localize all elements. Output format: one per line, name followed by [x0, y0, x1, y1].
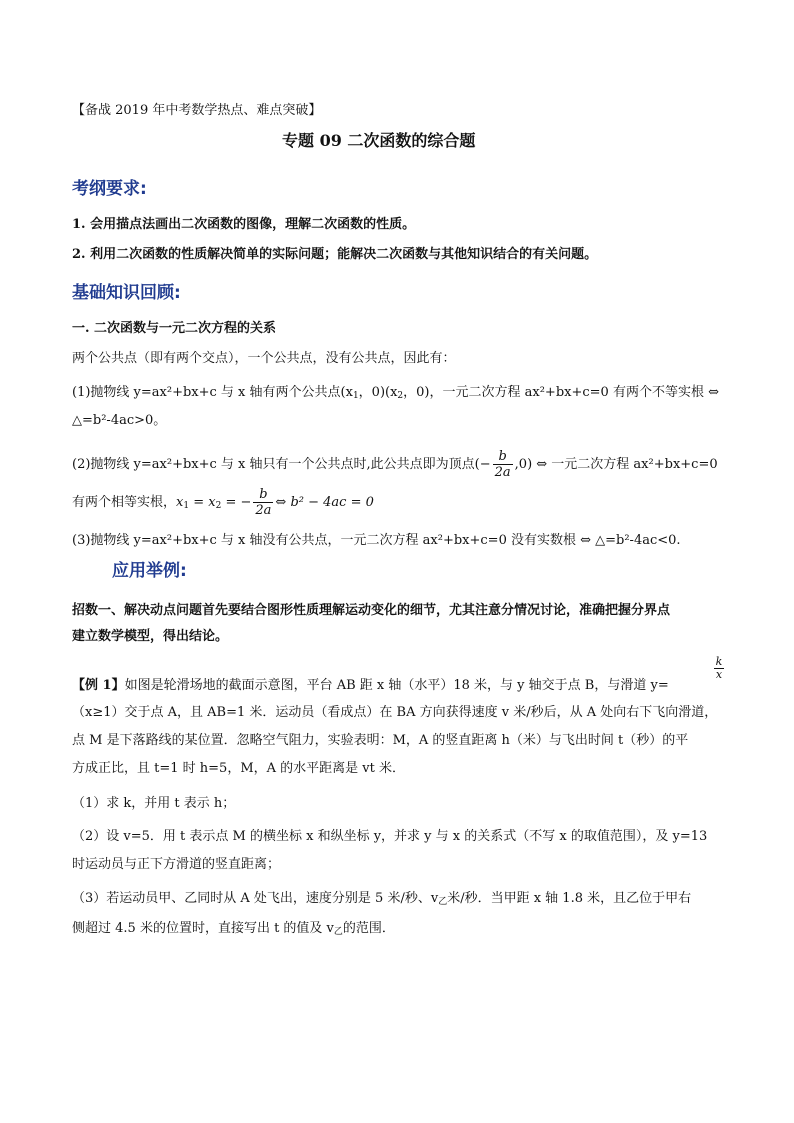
question-3-text-d: 的范围．	[342, 921, 395, 936]
formula-eq1: = x	[189, 495, 216, 510]
formula-x: x	[176, 495, 184, 510]
minus-sign: −	[479, 457, 491, 472]
case-2-line-2	[72, 486, 374, 523]
question-3-text-c: 侧超过 4.5 米的位置时，直接写出 t 的值及 v	[72, 921, 334, 936]
case-1-line-1	[72, 384, 719, 405]
series-tag: 【备战 2019 年中考数学热点、难点突破】	[72, 103, 322, 118]
fraction-numerator-2: b	[253, 487, 273, 503]
question-1: （1）求 k，并用 t 表示 h；	[72, 796, 236, 811]
section-heading-basics: 基础知识回顾:	[72, 283, 181, 303]
page-title: 专题 09 二次函数的综合题	[282, 131, 476, 150]
question-3-line-1	[72, 890, 691, 911]
subscript-yi-2: 乙	[333, 927, 343, 937]
subscript-2: 2	[397, 391, 404, 401]
fraction-numerator: b	[493, 449, 513, 465]
example-fraction-numerator: k	[715, 655, 723, 668]
question-3-text-a: （3）若运动员甲、乙同时从 A 处飞出，速度分别是 5 米/秒、v	[72, 891, 439, 906]
case-2-text-c: 有两个相等实根，	[72, 495, 177, 510]
question-3-line-2	[72, 920, 395, 941]
requirement-2: 2. 利用二次函数的性质解决简单的实际问题；能解决二次函数与其他知识结合的有关问题。	[72, 247, 598, 262]
requirement-1: 1. 会用描点法画出二次函数的图像，理解二次函数的性质。	[72, 217, 416, 232]
example-line-1	[72, 677, 669, 695]
question-2-line-2: 时运动员与正下方滑道的竖直距离；	[72, 857, 281, 872]
question-2-line-1: （2）设 v=5．用 t 表示点 M 的横坐标 x 和纵坐标 y，并求 y 与 x 的关系式（不写 x 的取值范围），及 y=13	[72, 829, 708, 844]
example-tag: 【例 1】	[72, 678, 125, 693]
case-2-text-a: (2)抛物线 y=ax²+bx+c 与 x 轴只有一个公共点时,此公共点即为顶点(	[72, 457, 480, 472]
root-fraction	[253, 487, 273, 518]
question-3-text-b: 米/秒．当甲距 x 轴 1.8 米，且乙位于甲右	[447, 891, 692, 906]
subheading-relation: 一. 二次函数与一元二次方程的关系	[72, 321, 277, 336]
case-3-line: (3)抛物线 y=ax²+bx+c 与 x 轴没有公共点，一元二次方程 ax²+bx+c=0 没有实数根 ⇔ △=b²-4ac<0.	[72, 533, 681, 548]
example-fraction-denominator: x	[715, 668, 723, 681]
trick-line-2: 建立数学模型，得出结论。	[72, 629, 229, 644]
example-line-3: 点 M 是下落路线的某位置．忽略空气阻力，实验表明：M，A 的竖直距离 h（米）与飞出时间 t（秒）的平	[72, 733, 689, 748]
case-1-line-2: △=b²-4ac>0。	[72, 413, 167, 428]
example-line-4: 方成正比，且 t=1 时 h=5，M，A 的水平距离是 vt 米．	[72, 761, 405, 776]
vertex-fraction	[493, 449, 513, 480]
example-text-1: 如图是轮滑场地的截面示意图，平台 AB 距 x 轴（水平）18 米，与 y 轴交于点 B，与滑道 y=	[124, 678, 669, 693]
case-2-text-b: ,0) ⇔ 一元二次方程 ax²+bx+c=0	[514, 457, 718, 472]
case-2-line-1	[72, 448, 718, 482]
formula-eq2: = −	[221, 495, 252, 510]
discriminant-formula: ⇔ b² − 4ac = 0	[275, 495, 374, 510]
section-heading-requirements: 考纲要求:	[72, 179, 147, 199]
subscript-yi-1: 乙	[438, 897, 448, 907]
fraction-denominator: 2a	[494, 465, 511, 480]
trick-line-1: 招数一、解决动点问题首先要结合图形性质理解运动变化的细节，尤其注意分情况讨论，准确把握分界点	[72, 603, 671, 618]
intro-text: 两个公共点（即有两个交点），一个公共点，没有公共点，因此有：	[72, 351, 456, 366]
subscript-1: 1	[352, 391, 359, 401]
case-1-text-c: ，0)，一元二次方程 ax²+bx+c=0 有两个不等实根 ⇔	[403, 385, 719, 400]
case-1-text-a: (1)抛物线 y=ax²+bx+c 与 x 轴有两个公共点(x	[72, 385, 353, 400]
case-1-text-b: ，0)(x	[358, 385, 398, 400]
example-line-2: （x≥1）交于点 A，且 AB=1 米．运动员（看成点）在 BA 方向获得速度 v 米/秒后，从 A 处向右下飞向滑道，	[72, 705, 718, 720]
subscript-x1: 1	[183, 501, 190, 511]
example-fraction	[714, 656, 724, 681]
fraction-denominator-2: 2a	[255, 503, 272, 518]
section-heading-applications: 应用举例:	[112, 561, 187, 581]
subscript-x2: 2	[215, 501, 222, 511]
